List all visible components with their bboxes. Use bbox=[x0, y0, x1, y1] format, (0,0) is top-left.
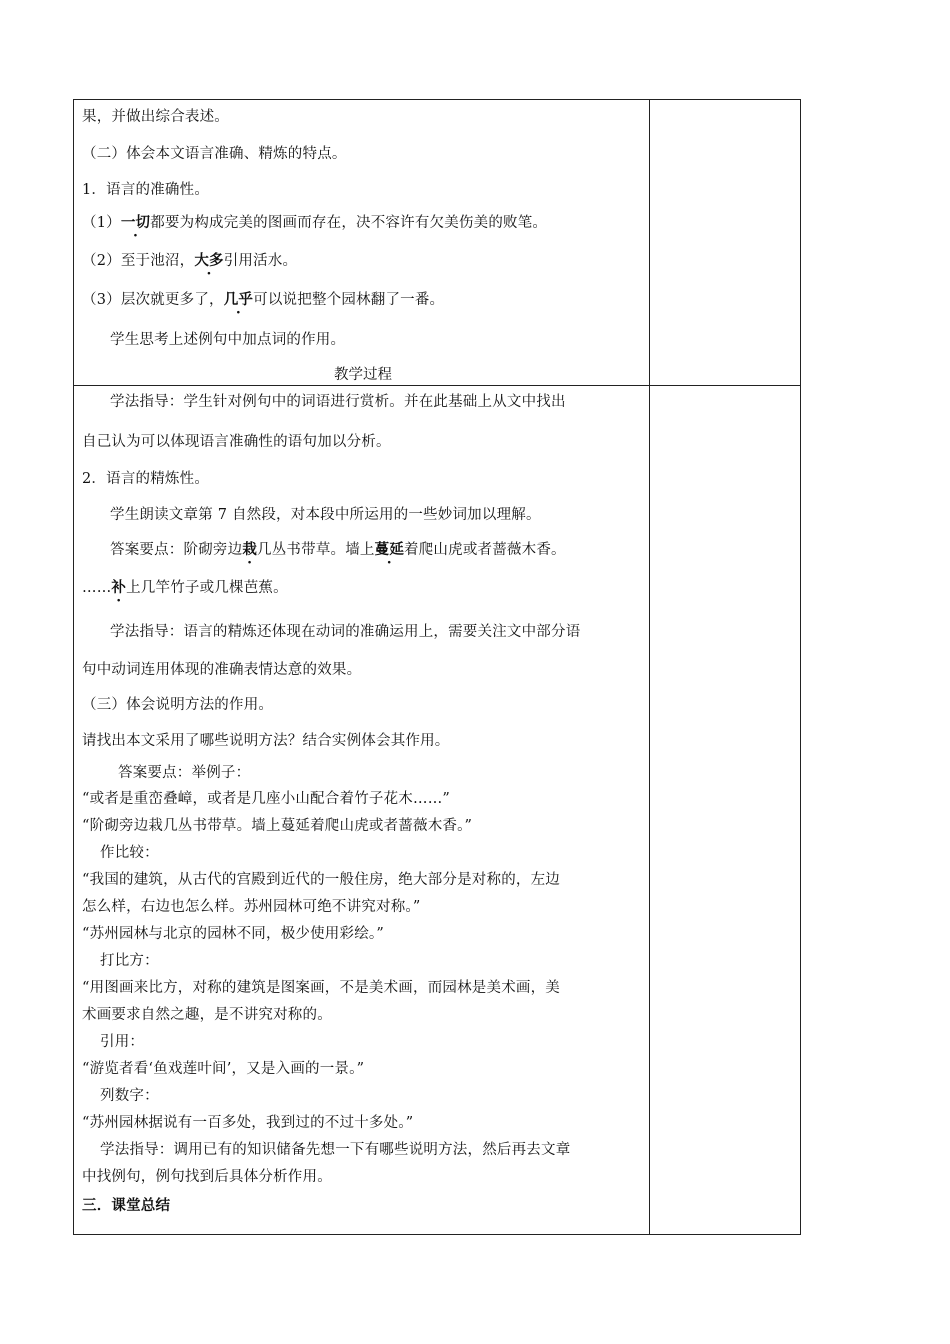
subsection-heading: 2．语言的精炼性。 bbox=[82, 471, 210, 487]
table-row bbox=[74, 100, 800, 386]
dotted-word: 几乎 bbox=[223, 291, 254, 308]
subsection-heading: 1．语言的准确性。 bbox=[82, 182, 210, 198]
example-sentence: （3）层次就更多了，几乎可以说把整个园林翻了一番。 bbox=[82, 288, 444, 309]
text-line: 答案要点：举例子： bbox=[118, 765, 251, 781]
text-line: 果，并做出综合表述。 bbox=[82, 109, 229, 125]
lesson-table bbox=[73, 99, 801, 1235]
text-line: 学法指导：调用已有的知识储备先想一下有哪些说明方法，然后再去文章 bbox=[100, 1142, 571, 1158]
method-label: 列数字： bbox=[100, 1088, 159, 1104]
dotted-word: 大多 bbox=[194, 252, 224, 269]
dotted-word: 蔓延 bbox=[374, 541, 405, 558]
dotted-word: 栽 bbox=[242, 541, 258, 558]
text-line: 学生朗读文章第 7 自然段，对本段中所运用的一些妙词加以理解。 bbox=[110, 507, 541, 523]
example-sentence: （2）至于池沼，大多引用活水。 bbox=[82, 249, 297, 270]
section-title: 教学过程 bbox=[334, 367, 392, 383]
text-line: 中找例句，例句找到后具体分析作用。 bbox=[82, 1169, 332, 1185]
section-heading: 三．课堂总结 bbox=[82, 1197, 171, 1214]
quote-line: “或者是重峦叠嶂，或者是几座小山配合着竹子花木……” bbox=[82, 791, 451, 807]
quote-line: “苏州园林与北京的园林不同，极少使用彩绘。” bbox=[82, 926, 384, 942]
method-label: 引用： bbox=[100, 1034, 145, 1050]
quote-line: “游览者看‘鱼戏莲叶间’，又是入画的一景。” bbox=[82, 1061, 365, 1077]
dotted-word: 补 bbox=[111, 579, 127, 596]
quote-line: “阶砌旁边栽几丛书带草。墙上蔓延着爬山虎或者蔷薇木香。” bbox=[82, 818, 473, 834]
section-heading: （三）体会说明方法的作用。 bbox=[82, 697, 274, 713]
section-heading: （二）体会本文语言准确、精炼的特点。 bbox=[82, 146, 347, 162]
answer-line: ……补上几竿竹子或几棵芭蕉。 bbox=[82, 576, 288, 597]
text-line: 学法指导：语言的精炼还体现在动词的准确运用上，需要关注文中部分语 bbox=[110, 624, 581, 640]
text-line: 句中动词连用体现的准确表情达意的效果。 bbox=[82, 662, 362, 678]
method-label: 打比方： bbox=[100, 953, 159, 969]
text-line: 学法指导：学生针对例句中的词语进行赏析。并在此基础上从文中找出 bbox=[110, 394, 566, 410]
answer-line: 答案要点：阶砌旁边栽几丛书带草。墙上蔓延着爬山虎或者蔷薇木香。 bbox=[110, 538, 566, 559]
notes-cell bbox=[649, 100, 800, 385]
quote-line: 怎么样，右边也怎么样。苏州园林可绝不讲究对称。” bbox=[82, 899, 421, 915]
quote-line: “我国的建筑，从古代的宫殿到近代的一般住房，绝大部分是对称的，左边 bbox=[82, 872, 561, 888]
quote-line: 术画要求自然之趣，是不讲究对称的。 bbox=[82, 1007, 332, 1023]
table-row bbox=[74, 386, 800, 1234]
quote-line: “苏州园林据说有一百多处，我到过的不过十多处。” bbox=[82, 1115, 414, 1131]
text-line: 请找出本文采用了哪些说明方法？结合实例体会其作用。 bbox=[82, 733, 450, 749]
dotted-word: 一切 bbox=[120, 214, 151, 231]
example-sentence: （1）一切都要为构成完美的图画而存在，决不容许有欠美伤美的败笔。 bbox=[82, 211, 547, 232]
text-line: 学生思考上述例句中加点词的作用。 bbox=[110, 332, 346, 348]
quote-line: “用图画来比方，对称的建筑是图案画，不是美术画，而园林是美术画，美 bbox=[82, 980, 561, 996]
text-line: 自己认为可以体现语言准确性的语句加以分析。 bbox=[82, 434, 391, 450]
method-label: 作比较： bbox=[100, 845, 159, 861]
notes-cell bbox=[649, 386, 800, 1234]
